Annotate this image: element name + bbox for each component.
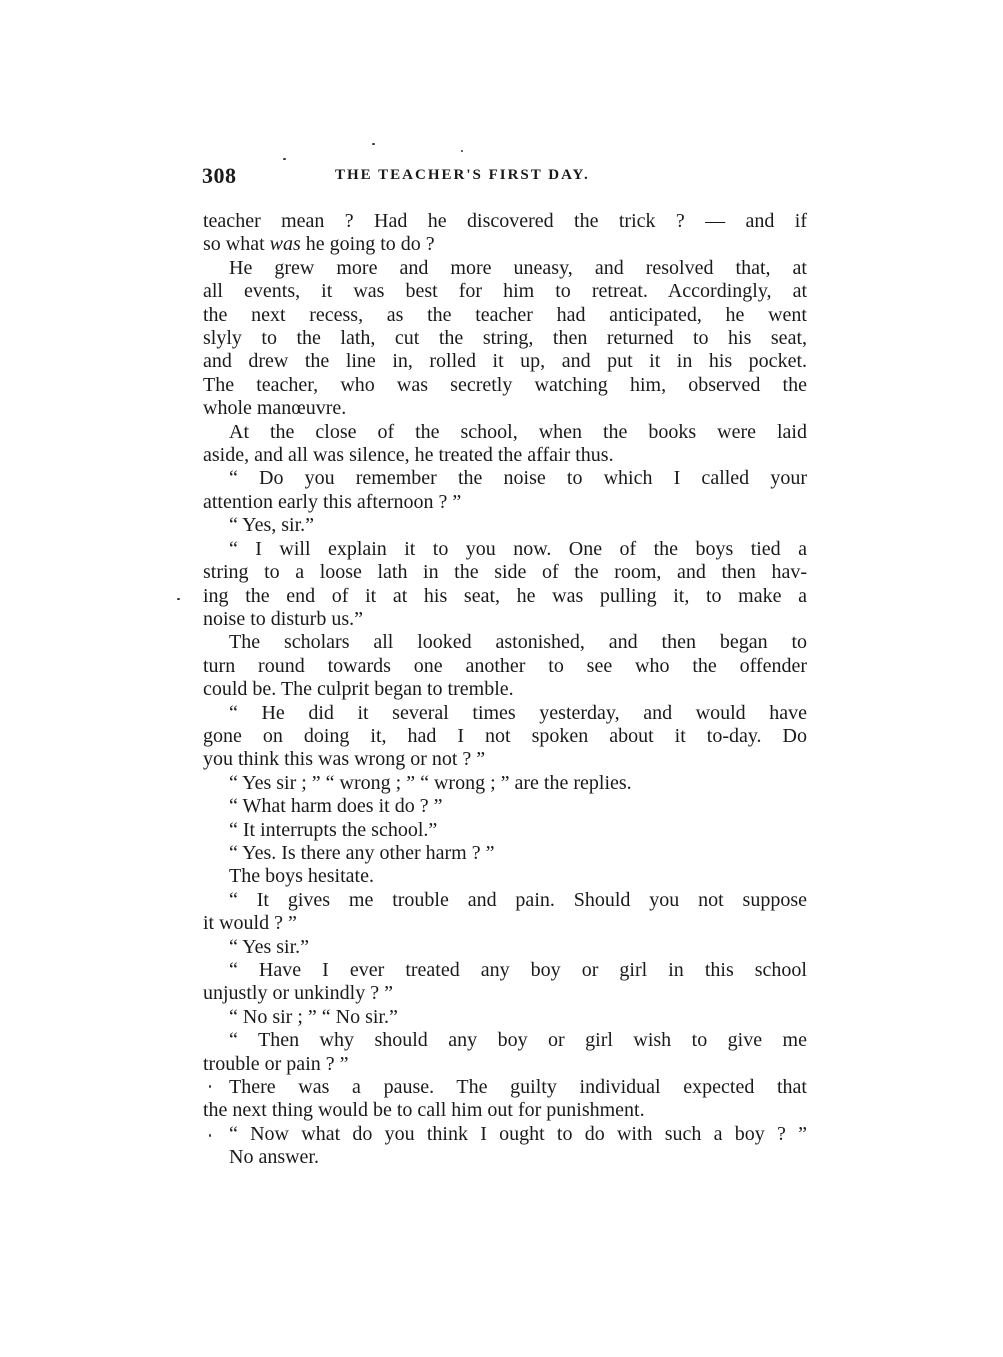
text-line: “ Have I ever treated any boy or girl in this school [229,959,807,981]
text-line: aside, and all was silence, he treated the affair thus. [203,444,614,467]
text-line: “ Yes, sir.” [229,514,315,537]
text-line: unjustly or unkindly ? ” [203,982,393,1005]
text-line: string to a loose lath in the side of the room, and then hav- [203,561,807,584]
text-line: “ He did it several times yesterday, and would have [229,701,807,724]
text-line: The boys hesitate. [229,865,374,888]
text-line: There was a pause. The guilty individual expected that [229,1076,807,1099]
page-number: 308 [202,163,237,188]
text-line: turn round towards one another to see who the offender [203,654,807,677]
text-line: you think this was wrong or not ? ” [203,748,486,771]
text-line: it would ? ” [203,912,297,935]
text-line: noise to disturb us.” [203,607,363,630]
text-line: all events, it was best for him to retreat. Accordingly, at [203,280,807,303]
text-line: He grew more and more uneasy, and resolved that, at [229,256,807,279]
text-line: trouble or pain ? ” [203,1052,349,1075]
print-speck [461,150,463,152]
text-line: teacher mean ? Had he discovered the trick ? — and if [203,210,807,232]
text-line: “ No sir ; ” “ No sir.” [229,1005,398,1028]
text-line: gone on doing it, had I not spoken about it to-day. Do [203,724,807,747]
text-line: attention early this afternoon ? ” [203,490,462,513]
text-line: No answer. [229,1146,319,1169]
text-line-end: he going to do ? [300,233,435,256]
text-line: “ Yes sir.” [229,935,310,958]
text-line: ing the end of it at his seat, he was pulling it, to make a [203,584,807,607]
text-line: The teacher, who was secretly watching him, observed the [203,373,807,396]
text-line: The scholars all looked astonished, and then began to [229,631,807,654]
text-line: “ Yes sir ; ” “ wrong ; ” “ wrong ; ” are the replies. [229,771,632,794]
text-line: and drew the line in, rolled it up, and put it in his pocket. [203,350,807,373]
text-line: “ It interrupts the school.” [229,818,438,841]
print-speck [372,143,375,145]
text-line: “ Then why should any boy or girl wish to give me [229,1029,807,1052]
text-line: could be. The culprit began to tremble. [203,678,514,701]
text-line: whole manœuvre. [203,397,347,420]
text-line: the next thing would be to call him out for punishment. [203,1099,645,1122]
print-speck [177,598,180,600]
page-header [202,163,807,195]
text-line: “ Yes. Is there any other harm ? ” [229,841,495,864]
text-line: At the close of the school, when the books were laid [229,420,807,443]
text-line: “ It gives me trouble and pain. Should you not suppose [229,888,807,911]
body-text [203,210,807,1170]
print-speck [283,158,286,160]
running-title: THE TEACHER'S FIRST DAY. [335,167,590,183]
text-line: “ Do you remember the noise to which I called your [229,467,807,490]
text-line: slyly to the lath, cut the string, then returned to his seat, [203,327,807,350]
text-line: “ Now what do you think I ought to do with such a boy ? ” [229,1122,807,1145]
text-line [203,233,807,256]
text-line: “ What harm does it do ? ” [229,795,443,818]
italic-word: was [269,233,301,256]
text-line: the next recess, as the teacher had anticipated, he went [203,303,807,326]
text-line-start: so what [203,233,270,256]
text-line: “ I will explain it to you now. One of the boys tied a [229,537,807,560]
